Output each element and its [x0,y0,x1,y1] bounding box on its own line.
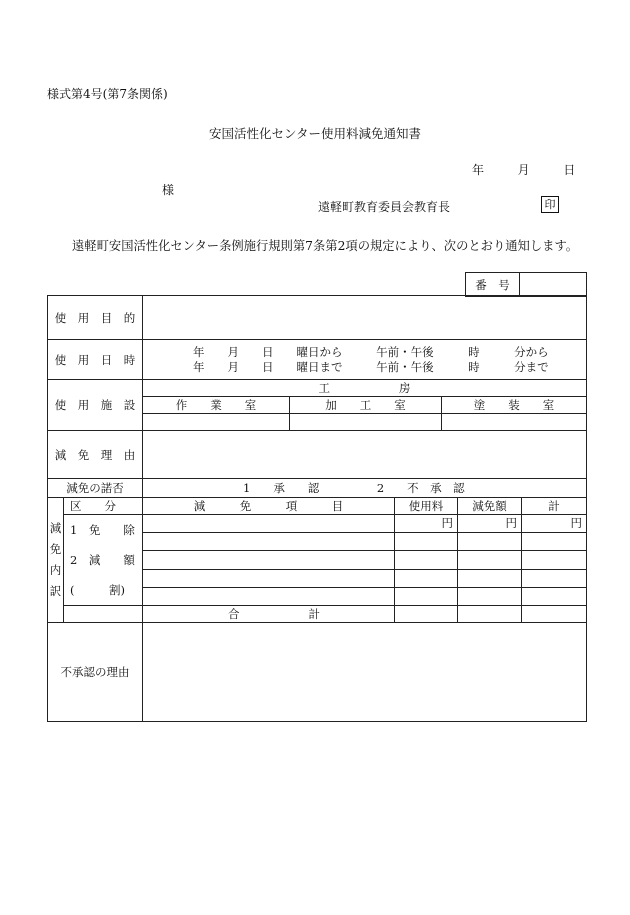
room-work: 作 業 室 [143,397,290,414]
sum-category-blank [64,606,143,623]
total-header: 計 [522,498,587,515]
item-header: 減 免 項 目 [143,498,395,515]
total-row-5[interactable] [522,587,587,605]
total-row-4[interactable] [522,569,587,587]
reason-label: 減 免 理 由 [48,431,143,479]
fee-row-4[interactable] [395,569,458,587]
number-box [465,272,587,297]
category-cell [64,515,143,606]
sum-fee[interactable] [395,606,458,623]
room-processing-field[interactable] [290,414,442,431]
from-date: 年 月 日 曜日から [193,344,343,359]
from-time: 午前・午後 時 分から [376,344,549,359]
reject-reason-field[interactable] [143,623,587,722]
purpose-label: 使 用 目 的 [48,296,143,340]
item-row-2[interactable] [143,533,395,551]
datetime-label: 使 用 日 時 [48,340,143,380]
date-month: 月 [517,163,530,177]
breakdown-char-1: 減 [49,521,62,535]
room-work-field[interactable] [143,414,290,431]
facility-group: 工 房 [143,380,587,397]
form-number: 様式第4号(第7条関係) [47,87,168,101]
total-row-3[interactable] [522,551,587,569]
to-time: 午前・午後 時 分まで [376,359,549,374]
category-ratio[interactable]: ( 割) [70,583,125,597]
approval-label: 減免の諾否 [48,479,143,498]
reduction-row-5[interactable] [458,587,522,605]
reduction-row-2[interactable] [458,533,522,551]
total-row-2[interactable] [522,533,587,551]
sum-reduction[interactable] [458,606,522,623]
item-row-3[interactable] [143,551,395,569]
number-field[interactable] [520,273,587,297]
breakdown-label [48,498,64,623]
sum-total[interactable] [522,606,587,623]
item-row-5[interactable] [143,587,395,605]
document-title: 安国活性化センター使用料減免通知書 [208,126,421,141]
item-row-1[interactable] [143,515,395,533]
fee-row-3[interactable] [395,551,458,569]
date-day: 日 [563,163,576,177]
to-date: 年 月 日 曜日まで [193,359,343,374]
datetime-field[interactable] [143,340,587,380]
facility-label: 使 用 施 設 [48,380,143,431]
breakdown-char-2: 免 [49,542,62,556]
approval-options[interactable]: 1 承 認 2 不 承 認 [143,479,587,498]
breakdown-char-4: 訳 [49,584,62,598]
purpose-field[interactable] [143,296,587,340]
fee-row-5[interactable] [395,587,458,605]
total-yen: 円 [522,515,587,533]
sender: 遠軽町教育委員会教育長 [318,200,451,214]
fee-header: 使用料 [395,498,458,515]
sum-label: 合 計 [143,606,395,623]
seal-box: 印 [541,196,559,213]
room-processing: 加 工 室 [290,397,442,414]
date-year: 年 [472,163,485,177]
reduction-yen: 円 [458,515,522,533]
fee-row-2[interactable] [395,533,458,551]
reject-reason-label: 不承認の理由 [48,623,143,722]
reduction-row-3[interactable] [458,551,522,569]
addressee-suffix: 様 [162,183,175,197]
room-painting: 塗 装 室 [442,397,587,414]
date-line [472,161,575,178]
number-label: 番 号 [466,273,520,297]
reason-field[interactable] [143,431,587,479]
breakdown-char-3: 内 [49,563,62,577]
main-table [47,295,587,722]
category-reduce[interactable]: 2 減 額 [70,553,135,567]
item-row-4[interactable] [143,569,395,587]
reduction-row-4[interactable] [458,569,522,587]
category-exempt[interactable]: 1 免 除 [70,523,135,537]
reduction-header: 減免額 [458,498,522,515]
room-painting-field[interactable] [442,414,587,431]
fee-yen: 円 [395,515,458,533]
category-header: 区 分 [64,498,143,515]
body-text: 遠軽町安国活性化センター条例施行規則第7条第2項の規定により、次のとおり通知します。 [72,239,579,253]
